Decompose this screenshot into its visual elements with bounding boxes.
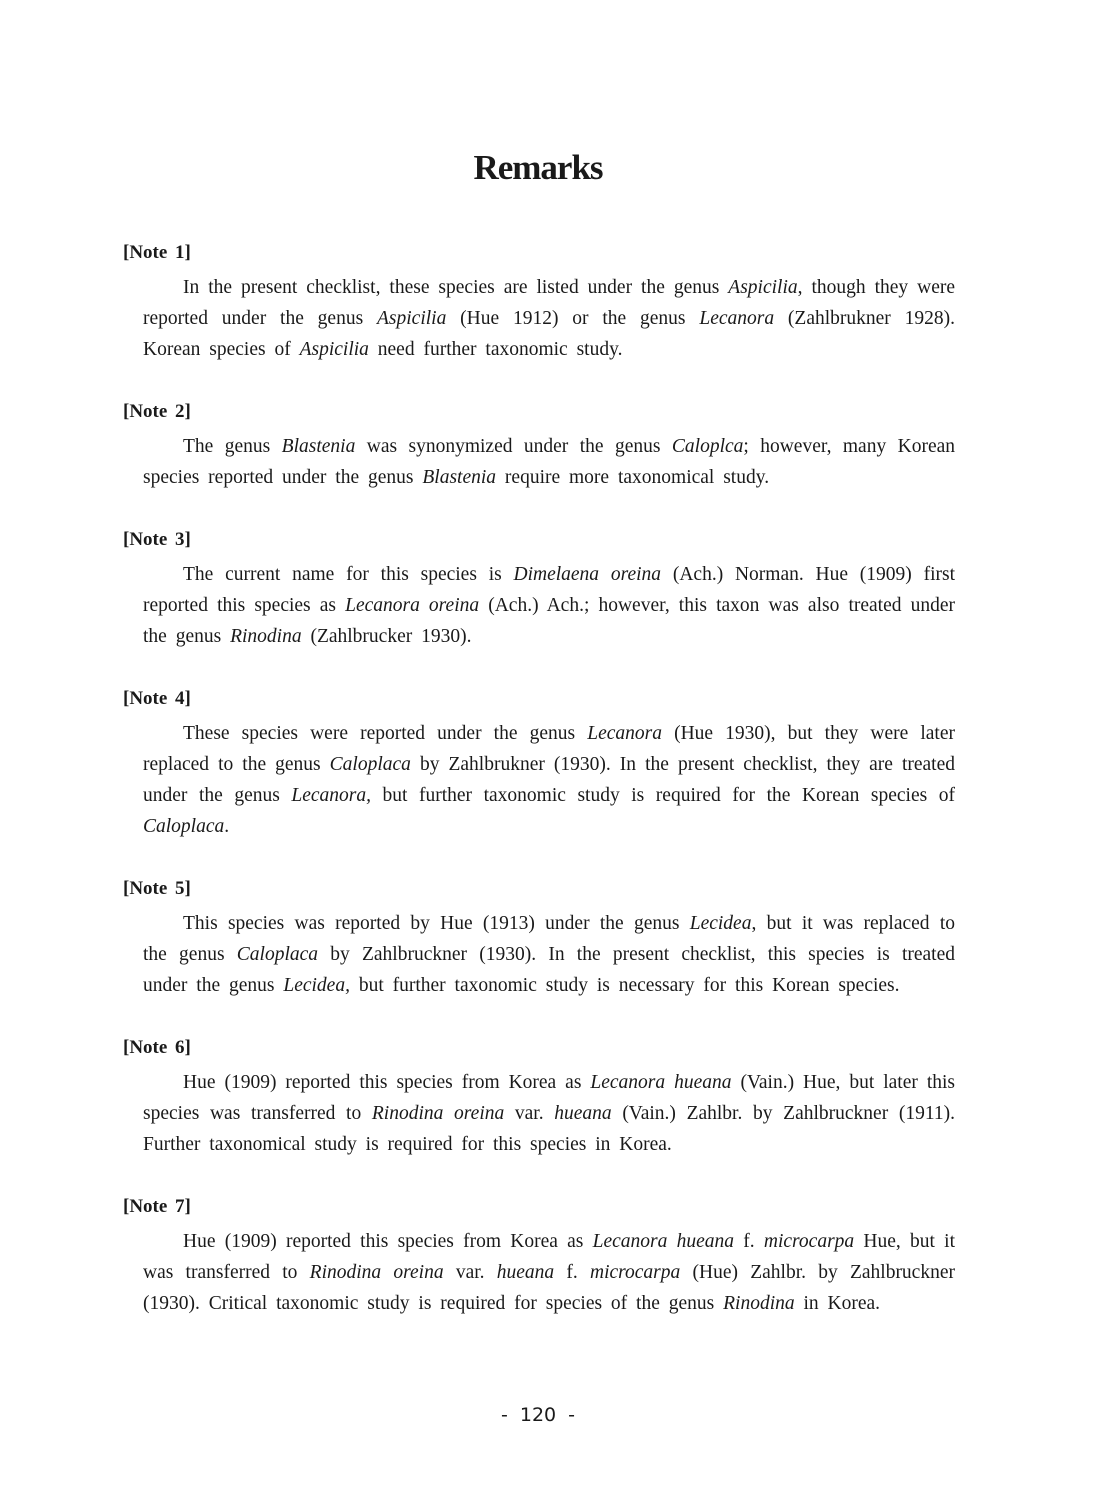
- note-text-segment: require more taxonomical study.: [496, 467, 770, 488]
- note-text-segment: in Korea.: [794, 1293, 881, 1314]
- taxon-name: Rinodina: [230, 626, 302, 647]
- note-2: [123, 399, 955, 493]
- taxon-name: Caloplca: [671, 436, 744, 457]
- note-text-segment: but further taxonomic study is necessary for this Korean species.: [349, 975, 900, 996]
- note-text: [143, 1226, 955, 1319]
- note-text-segment: var.: [504, 1103, 555, 1124]
- note-text-segment: (Ach.) Ach.; however, this taxon was also treated under the genus: [143, 595, 955, 647]
- note-text: [143, 559, 955, 652]
- page-number: - 120 -: [500, 1404, 576, 1426]
- taxon-name: Blastenia: [281, 436, 356, 457]
- note-text-segment: f.: [734, 1231, 764, 1252]
- taxon-name: Lecanora: [699, 308, 775, 329]
- note-text: [143, 1067, 955, 1160]
- taxon-name: microcarpa: [590, 1262, 681, 1283]
- note-4: [123, 686, 955, 842]
- note-text-segment: This species was reported by Hue (1913) under the genus: [183, 913, 690, 934]
- taxon-name: Lecanora: [587, 723, 662, 744]
- taxon-name: Blastenia: [422, 467, 497, 488]
- note-label: [Note 3]: [123, 529, 191, 550]
- note-text-segment: (Zahlbrucker 1930).: [301, 626, 472, 647]
- note-text-segment: ; however, many Korean species reported under the genus: [143, 436, 956, 488]
- taxon-name: Lecanora,: [291, 785, 371, 806]
- note-7: [123, 1194, 955, 1319]
- note-text-segment: The current name for this species is: [183, 564, 514, 585]
- taxon-name: Aspicilia: [377, 308, 447, 329]
- note-text-segment: (Ach.) Norman. Hue (1909) first reported this species as: [143, 564, 955, 616]
- notes-list: [123, 240, 955, 1353]
- taxon-name: Lecidea: [689, 913, 752, 934]
- note-text-segment: (Zahlbrukner 1928). Korean species of: [143, 308, 955, 360]
- taxon-name: Dimelaena oreina: [513, 564, 662, 585]
- taxon-name: Lecidea,: [283, 975, 350, 996]
- taxon-name: Caloplaca: [236, 944, 319, 965]
- note-text-segment: need further taxonomic study.: [368, 339, 623, 360]
- note-label: [Note 5]: [123, 878, 191, 899]
- note-5: [123, 876, 955, 1001]
- taxon-name: Caloplaca: [143, 816, 225, 837]
- note-text-segment: var.: [443, 1262, 497, 1283]
- note-text-segment: (Hue 1912) or the genus: [446, 308, 700, 329]
- note-1: [123, 240, 955, 365]
- note-text-segment: The genus: [183, 436, 282, 457]
- note-text-segment: (Hue 1930), but they were later replaced to the genus: [143, 723, 955, 775]
- note-text-segment: but further taxonomic study is required for the Korean species of: [370, 785, 955, 806]
- note-text: [143, 431, 955, 493]
- note-text: [143, 718, 955, 842]
- taxon-name: Rinodina oreina: [309, 1262, 444, 1283]
- note-6: [123, 1035, 955, 1160]
- note-label: [Note 4]: [123, 688, 191, 709]
- page-title: Remarks: [473, 148, 603, 187]
- note-text-segment: Hue (1909) reported this species from Korea as: [183, 1072, 591, 1093]
- note-text-segment: , but it was replaced to the genus: [143, 913, 956, 965]
- note-text-segment: by Zahlbrukner (1930). In the present checklist, they are treated under the genus: [143, 754, 956, 806]
- taxon-name: Caloplaca: [329, 754, 411, 775]
- note-label: [Note 1]: [123, 242, 191, 263]
- note-text-segment: In the present checklist, these species are listed under the genus: [183, 277, 729, 298]
- note-text: [143, 272, 955, 365]
- taxon-name: microcarpa: [763, 1231, 855, 1252]
- note-text-segment: (Vain.) Hue, but later this species was transferred to: [143, 1072, 955, 1124]
- note-label: [Note 6]: [123, 1037, 191, 1058]
- note-text: [143, 908, 955, 1001]
- note-text-segment: f.: [554, 1262, 590, 1283]
- taxon-name: Rinodina: [723, 1293, 795, 1314]
- note-text-segment: .: [224, 816, 230, 837]
- taxon-name: Aspicilia: [728, 277, 798, 298]
- taxon-name: Rinodina oreina: [371, 1103, 505, 1124]
- note-label: [Note 7]: [123, 1196, 191, 1217]
- note-text-segment: (Vain.) Zahlbr. by Zahlbruckner (1911). Further taxonomical study is required for this species in Korea.: [143, 1103, 955, 1155]
- note-text-segment: Hue (1909) reported this species from Korea as: [183, 1231, 593, 1252]
- taxon-name: hueana: [496, 1262, 555, 1283]
- note-3: [123, 527, 955, 652]
- note-text-segment: was synonymized under the genus: [355, 436, 672, 457]
- taxon-name: Lecanora hueana: [590, 1072, 732, 1093]
- note-text-segment: Hue, but it was transferred to: [143, 1231, 955, 1283]
- note-text-segment: by Zahlbruckner (1930). In the present checklist, this species is treated under the genus: [143, 944, 955, 996]
- taxon-name: hueana: [554, 1103, 612, 1124]
- note-text-segment: (Hue) Zahlbr. by Zahlbruckner (1930). Critical taxonomic study is required for species of the genus: [143, 1262, 955, 1314]
- taxon-name: Aspicilia: [299, 339, 369, 360]
- note-text-segment: , though they were reported under the genus: [143, 277, 955, 329]
- note-label: [Note 2]: [123, 401, 191, 422]
- taxon-name: Lecanora oreina: [345, 595, 480, 616]
- note-text-segment: These species were reported under the genus: [183, 723, 588, 744]
- taxon-name: Lecanora hueana: [592, 1231, 735, 1252]
